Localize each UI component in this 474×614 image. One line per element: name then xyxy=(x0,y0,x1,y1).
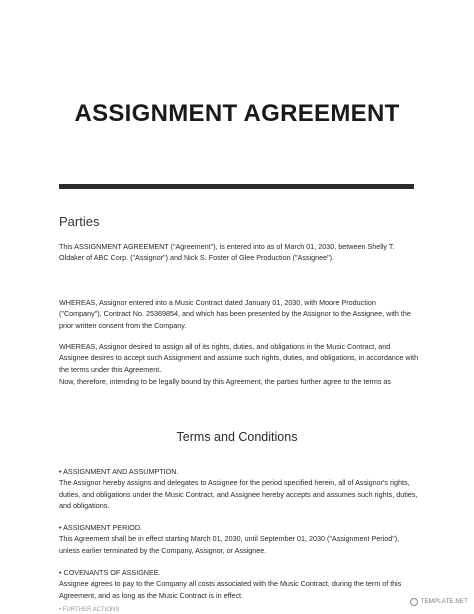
document-title: ASSIGNMENT AGREEMENT xyxy=(74,100,400,127)
watermark xyxy=(410,598,468,606)
terms-heading: Terms and Conditions xyxy=(176,430,298,444)
term-body: The Assignor hereby assigns and delegates to Assignee for the period specified herein, all of Assignor's rights, duties, and obligations under the Music Contract, and Assignee hereby accepts and assumes such rights, duties, and obligations. xyxy=(59,478,418,511)
watermark-text: TEMPLATE.NET xyxy=(420,599,468,605)
now-therefore-paragraph: Now, therefore, intending to be legally bound by this Agreement, the parties further agree to the terms as xyxy=(59,377,392,386)
term-title: • ASSIGNMENT PERIOD. xyxy=(59,523,143,532)
term-title: • ASSIGNMENT AND ASSUMPTION. xyxy=(59,467,179,476)
term-assignment-assumption xyxy=(59,466,419,512)
watermark-logo-icon xyxy=(410,598,418,606)
title-divider xyxy=(59,184,414,189)
term-title: • COVENANTS OF ASSIGNEE. xyxy=(59,568,161,577)
whereas-paragraph-1: WHEREAS, Assignor entered into a Music Contract dated January 01, 2030, with Moore Production ("Company"), Contract No. 25369854, and which has been presented by the Assignor to the Assignee, with the prior written consent from the Company. xyxy=(59,298,411,330)
parties-heading: Parties xyxy=(59,214,100,229)
term-body: This Agreement shall be in effect starting March 01, 2030, until September 01, 2030 ("Assignment Period"), unless earlier terminated by the Company, Assignor, or Assignee. xyxy=(59,534,400,555)
term-covenants-assignee xyxy=(59,567,419,601)
term-body: Assignee agrees to pay to the Company all costs associated with the Music Contract, during the term of this Agreement, and as long as the Music Contract is in effect. xyxy=(59,579,402,600)
term-assignment-period xyxy=(59,522,419,556)
parties-paragraph: This ASSIGNMENT AGREEMENT ("Agreement"), is entered into as of March 01, 2030, between Shelly T. Oldaker of ABC Corp. ("Assignor") and Nick S. Foster of Glee Production ("Assignee"). xyxy=(59,242,395,263)
whereas-paragraph-2: WHEREAS, Assignor desired to assign all of its rights, duties, and obligations in the Music Contract, and Assignee desires to accept such Assignment and assume such rights, duties, and obligations, in accordance with the terms under this Agreement. xyxy=(59,342,419,374)
cutoff-text: • FURTHER ACTIONS xyxy=(59,607,120,613)
